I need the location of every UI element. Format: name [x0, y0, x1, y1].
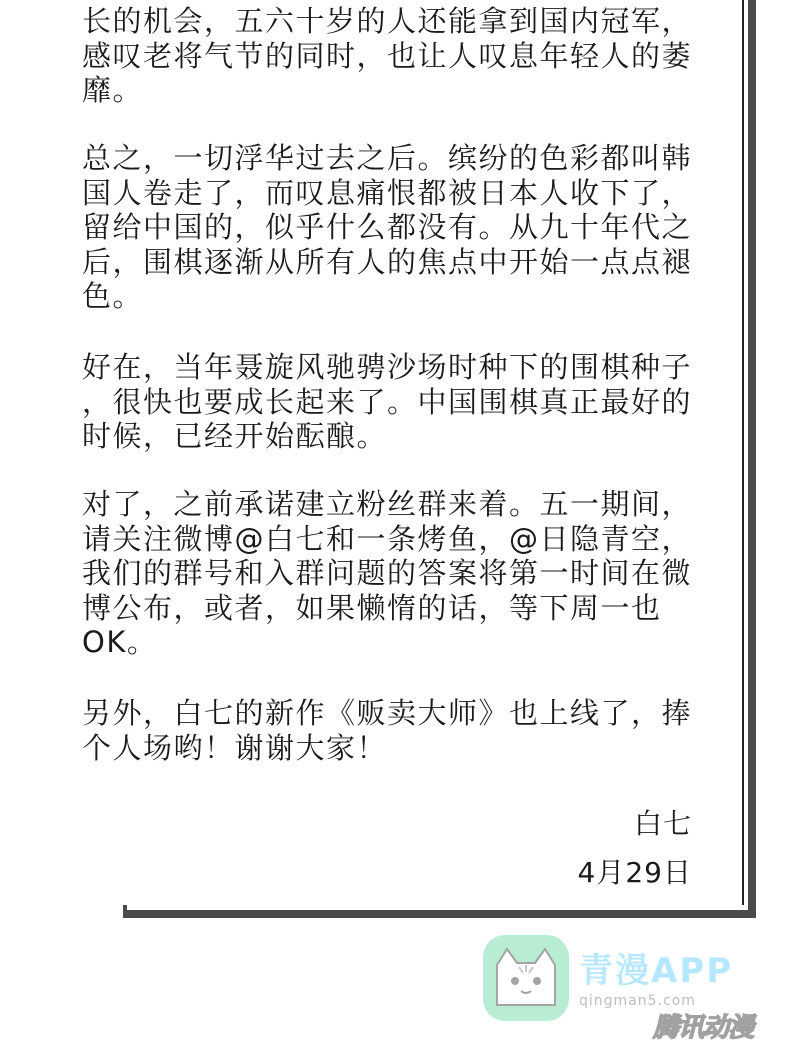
- watermark-title: 青漫APP: [579, 951, 734, 991]
- letter-paragraph-2: 总之，一切浮华过去之后。缤纷的色彩都叫韩 国人卷走了，而叹息痛恨都被日本人收下了， 留给中国的，似乎什么都没有。从九十年代之 后，围棋逐渐从所有人的焦点中开始一点点褪 色。: [82, 141, 693, 313]
- letter-paragraph-5: 另外，白七的新作《贩卖大师》也上线了，捧 个人场哟！谢谢大家！: [82, 696, 693, 765]
- paper-edge: [742, 0, 744, 905]
- letter-signature: 白七: [633, 807, 692, 840]
- paper-shadow-right: [748, 0, 756, 918]
- letter-paragraph-3: 好在，当年聂旋风驰骋沙场时种下的围棋种子 ，很快也要成长起来了。中国围棋真正最好的 时候，已经开始酝酿。: [82, 350, 693, 453]
- watermark: [483, 935, 763, 1045]
- letter-paragraph-4: 对了，之前承诺建立粉丝群来着。五一期间， 请关注微博@白七和一条烤鱼，@日隐青空， 我们的群号和入群问题的答案将第一时间在微 博公布，或者，如果懒惰的话，等下周一也 OK。: [82, 487, 693, 659]
- letter-paragraph-1: 长的机会，五六十岁的人还能拿到国内冠军， 感叹老将气节的同时，也让人叹息年轻人的萎 靡。: [82, 4, 693, 107]
- watermark-url: qingman5.com: [579, 993, 696, 1009]
- letter-date: 4月29日: [577, 856, 692, 889]
- cat-face-icon: [483, 935, 569, 1021]
- paper-shadow-bottom: [123, 910, 756, 918]
- watermark-badge: 腾讯动漫: [653, 1013, 754, 1043]
